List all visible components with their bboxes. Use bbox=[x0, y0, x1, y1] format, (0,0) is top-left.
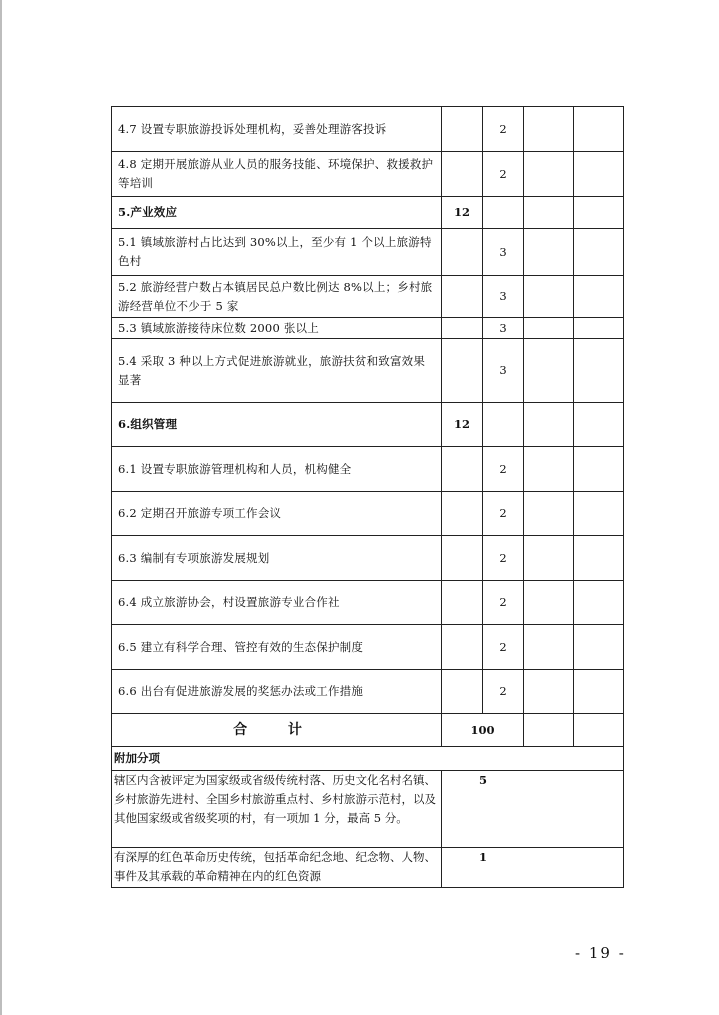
table-row bbox=[112, 339, 624, 403]
bonus-score: 1 bbox=[478, 850, 487, 864]
bonus-header: 附加分项 bbox=[112, 747, 624, 771]
bonus-score: 5 bbox=[478, 773, 487, 787]
item-score: 2 bbox=[483, 107, 524, 152]
bonus-row bbox=[112, 848, 624, 888]
item-score: 2 bbox=[483, 581, 524, 625]
item-score: 3 bbox=[483, 229, 524, 276]
item-score: 2 bbox=[483, 536, 524, 581]
item-text: 6.5 建立有科学合理、管控有效的生态保护制度 bbox=[112, 625, 442, 670]
item-text: 5.1 镇域旅游村占比达到 30%以上，至少有 1 个以上旅游特色村 bbox=[112, 229, 442, 276]
item-score: 3 bbox=[483, 276, 524, 318]
item-text: 5.4 采取 3 种以上方式促进旅游就业，旅游扶贫和致富效果显著 bbox=[112, 339, 442, 403]
item-score: 2 bbox=[483, 492, 524, 536]
item-text: 6.4 成立旅游协会，村设置旅游专业合作社 bbox=[112, 581, 442, 625]
total-score: 100 bbox=[442, 714, 524, 747]
table-row bbox=[112, 625, 624, 670]
table-row bbox=[112, 447, 624, 492]
item-text: 6.1 设置专职旅游管理机构和人员，机构健全 bbox=[112, 447, 442, 492]
table-row bbox=[112, 276, 624, 318]
section-title: 6.组织管理 bbox=[112, 403, 442, 447]
section-title: 5.产业效应 bbox=[112, 197, 442, 229]
item-text: 5.2 旅游经营户数占本镇居民总户数比例达 8%以上；乡村旅游经营单位不少于 5 家 bbox=[112, 276, 442, 318]
item-text: 4.7 设置专职旅游投诉处理机构，妥善处理游客投诉 bbox=[112, 107, 442, 152]
item-text: 4.8 定期开展旅游从业人员的服务技能、环境保护、救援救护等培训 bbox=[112, 152, 442, 197]
section-row bbox=[112, 403, 624, 447]
table-row bbox=[112, 670, 624, 714]
item-score: 3 bbox=[483, 339, 524, 403]
item-score: 3 bbox=[483, 318, 524, 339]
table-row bbox=[112, 107, 624, 152]
table-row bbox=[112, 536, 624, 581]
item-text: 5.3 镇域旅游接待床位数 2000 张以上 bbox=[112, 318, 442, 339]
item-score: 2 bbox=[483, 670, 524, 714]
table-row bbox=[112, 318, 624, 339]
bonus-row bbox=[112, 771, 624, 848]
item-text: 6.3 编制有专项旅游发展规划 bbox=[112, 536, 442, 581]
item-score: 2 bbox=[483, 625, 524, 670]
section-row bbox=[112, 197, 624, 229]
item-score: 2 bbox=[483, 447, 524, 492]
page-left-edge bbox=[0, 0, 2, 1015]
total-label: 合 计 bbox=[112, 714, 442, 747]
total-row bbox=[112, 714, 624, 747]
section-score: 12 bbox=[442, 197, 483, 229]
bonus-text: 有深厚的红色革命历史传统，包括革命纪念地、纪念物、人物、事件及其承载的革命精神在内的红色资源 bbox=[112, 848, 442, 888]
table-row bbox=[112, 492, 624, 536]
section-score: 12 bbox=[442, 403, 483, 447]
bonus-text: 辖区内含被评定为国家级或省级传统村落、历史文化名村名镇、乡村旅游先进村、全国乡村旅游重点村、乡村旅游示范村，以及其他国家级或省级奖项的村，有一项加 1 分，最高 5 分。 bbox=[112, 771, 442, 848]
scoring-table bbox=[111, 106, 624, 888]
table-row bbox=[112, 581, 624, 625]
item-score: 2 bbox=[483, 152, 524, 197]
item-text: 6.2 定期召开旅游专项工作会议 bbox=[112, 492, 442, 536]
page-number: - 19 - bbox=[575, 944, 626, 962]
table-row bbox=[112, 229, 624, 276]
table-row bbox=[112, 152, 624, 197]
bonus-header-row bbox=[112, 747, 624, 771]
item-text: 6.6 出台有促进旅游发展的奖惩办法或工作措施 bbox=[112, 670, 442, 714]
